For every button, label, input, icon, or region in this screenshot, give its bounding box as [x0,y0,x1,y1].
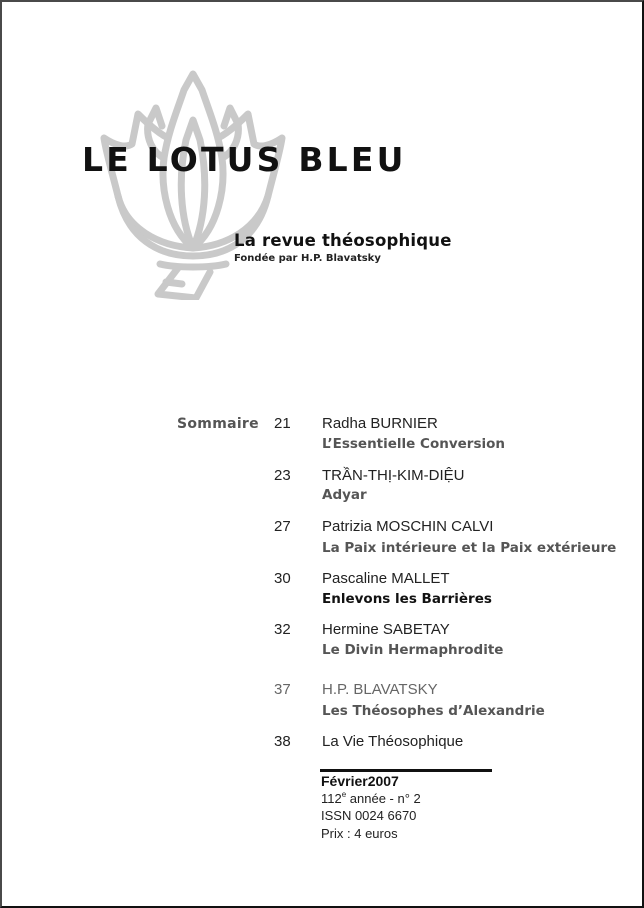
contents-page-number: 27 [274,518,291,535]
lotus-flower-icon [98,68,288,300]
contents-article-title: L’Essentielle Conversion [322,436,505,452]
magazine-subtitle: La revue théosophique [234,231,452,250]
contents-article-title: Adyar [322,487,367,503]
issue-issn: ISSN 0024 6670 [321,808,417,823]
issue-year-number [321,791,421,806]
contents-article-title: Enlevons les Barrières [322,591,492,607]
year-number: 112 [321,791,342,806]
contents-author: Patrizia MOSCHIN CALVI [322,518,494,535]
contents-article-title: Le Divin Hermaphrodite [322,642,504,658]
issue-date: Février2007 [321,773,399,789]
contents-page-number: 30 [274,570,291,587]
contents-author: Hermine SABETAY [322,621,450,638]
contents-page-number: 32 [274,621,291,638]
contents-author: Radha BURNIER [322,415,438,432]
magazine-tagline: Fondée par H.P. Blavatsky [234,253,381,264]
contents-article-title: La Paix intérieure et la Paix extérieure [322,540,617,556]
contents-page-number: 23 [274,467,291,484]
contents-author: Pascaline MALLET [322,570,450,587]
contents-author: H.P. BLAVATSKY [322,681,438,698]
contents-page-number: 21 [274,415,291,432]
magazine-title: LE LOTUS BLEU [82,140,407,179]
year-superscript: e [341,790,347,799]
issue-price: Prix : 4 euros [321,826,398,841]
issue-divider-rule [320,769,492,772]
contents-heading: Sommaire [177,416,259,432]
contents-section-title: La Vie Théosophique [322,733,464,750]
contents-author: TRẦN-THỊ-KIM-DIỆU [322,467,465,484]
contents-page-number: 37 [274,681,291,698]
contents-page-number: 38 [274,733,291,750]
contents-article-title: Les Théosophes d’Alexandrie [322,703,545,719]
year-rest: année - n° 2 [346,791,421,806]
